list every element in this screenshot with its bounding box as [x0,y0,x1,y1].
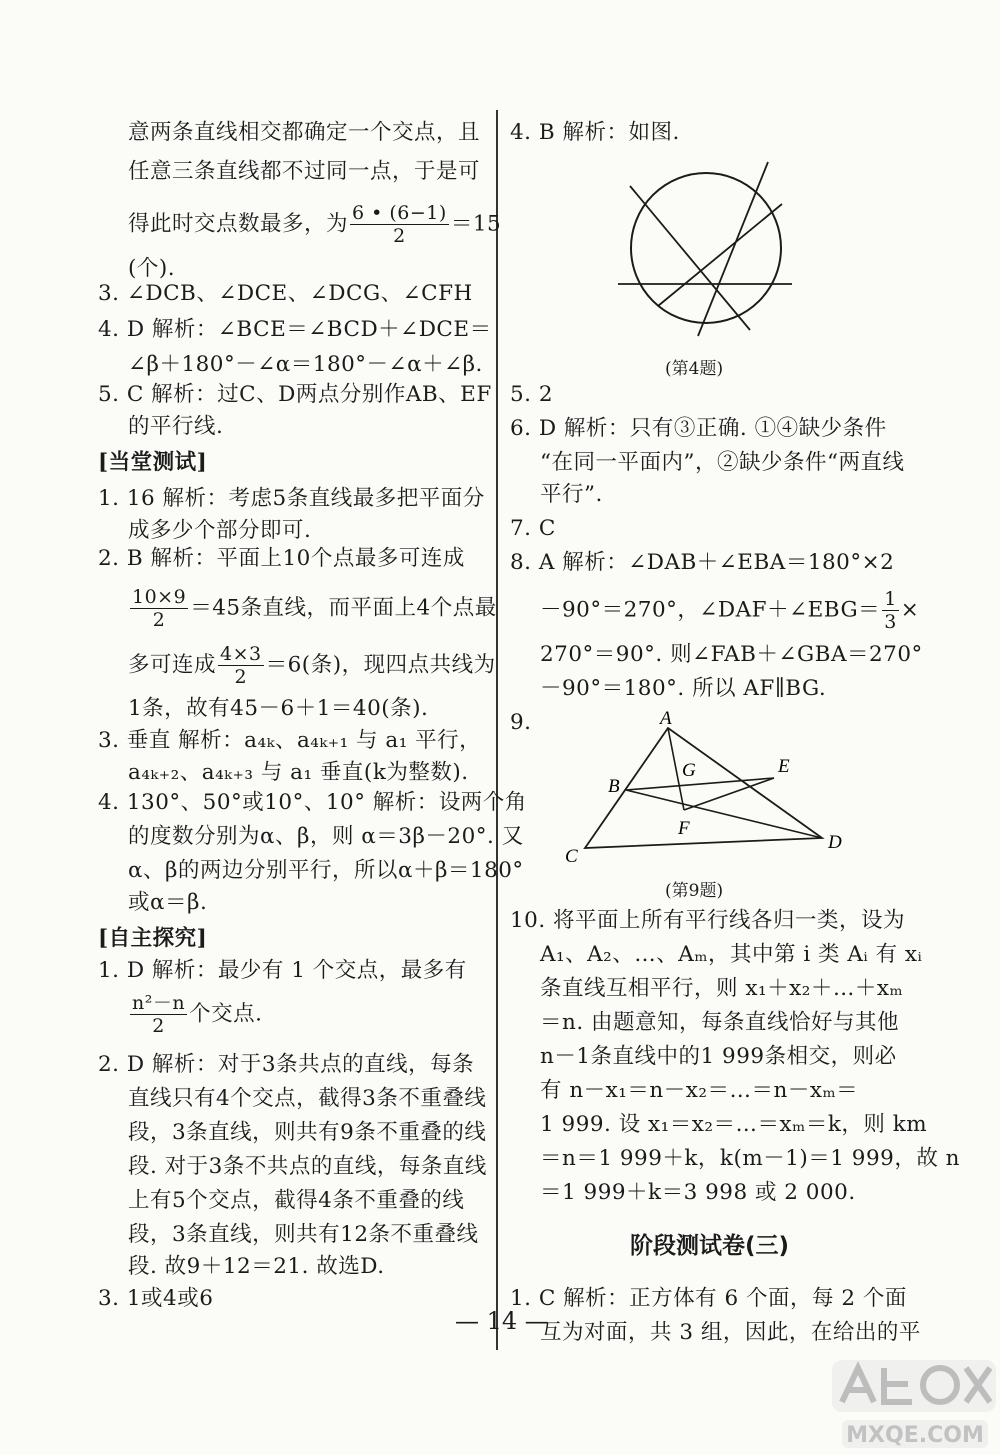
text-line [540,588,919,632]
fraction [218,643,264,688]
text-line [128,643,496,687]
text-span: 个交点. [189,1001,263,1027]
text-span: × [900,597,920,623]
fraction-denominator: 2 [234,666,248,688]
fraction-denominator: 2 [393,225,406,247]
text-line: 上有5个交点，截得4条不重叠的线 [128,1188,465,1213]
svg-text:MXQE.COM: MXQE.COM [846,1423,984,1448]
text-line: “在同一平面内”，②缺少条件“两直线 [540,450,905,475]
text-line: 1 999. 设 x₁＝x₂＝…＝xₘ＝k，则 km [540,1112,928,1137]
text-line: 的平行线. [128,414,224,439]
answer-line: 3. 垂直 解析：a₄ₖ、a₄ₖ₊₁ 与 a₁ 平行， [98,728,482,753]
text-line: A₁、A₂、…、Aₘ，其中第 i 类 Aᵢ 有 xᵢ [540,942,923,967]
section-title: 阶段测试卷(三) [630,1233,790,1259]
answer-line: 1. 16 解析：考虑5条直线最多把平面分 [98,486,485,511]
answer-line: 5. 2 [510,382,554,407]
text-line: 条直线互相平行，则 x₁＋x₂＋…＋xₘ [540,976,904,1001]
fraction-denominator: 3 [884,611,897,633]
page-number: — 14 — [455,1307,549,1335]
text-line: 段. 故9＋12＝21. 故选D. [128,1254,385,1279]
triangle-diagram [550,710,860,870]
answer-line: 9. [510,710,532,735]
text-line [128,202,501,246]
text-line: 直线只有4个交点，截得3条不重叠线 [128,1086,487,1111]
answer-line: 2. D 解析：对于3条共点的直线，每条 [98,1052,475,1077]
figure-caption: (第9题) [665,881,724,901]
text-span: ＝6(条)，现四点共线为 [265,652,496,678]
text-line: 或α＝β. [128,890,208,915]
answer-line: 6. D 解析：只有③正确. ①④缺少条件 [510,416,887,441]
fraction-denominator: 2 [152,609,166,631]
figure-caption: (第4题) [665,359,724,379]
text-line: ＝1 999＋k＝3 998 或 2 000. [540,1180,856,1205]
circle-lines-diagram [610,158,810,368]
text-line: α、β的两边分别平行，所以α＋β＝180° [128,858,524,883]
label-C: C [565,846,578,867]
label-G: G [682,760,696,781]
text-line [128,992,262,1036]
answer-line: 4. D 解析：∠BCE＝∠BCD＋∠DCE＝ [98,317,492,342]
text-line: 有 n－x₁＝n－x₂＝…＝n－xₘ＝ [540,1078,859,1103]
section-heading: [自主探究] [98,926,208,951]
text-line: ＝n＝1 999＋k，k(m－1)＝1 999，故 n [540,1146,961,1171]
answer-line: 3. 1或4或6 [98,1286,214,1311]
text-line [128,586,497,630]
fraction [882,588,899,633]
text-line: (个). [128,256,176,281]
text-line: 1条，故有45－6＋1＝40(条). [128,696,429,721]
answer-line: 3. ∠DCB、∠DCE、∠DCG、∠CFH [98,281,473,306]
fraction-numerator: 10×9 [132,586,187,608]
text-line: 意两条直线相交都确定一个交点，且 [128,120,481,145]
label-B: B [608,776,620,797]
text-line: 的度数分别为α、β，则 α＝3β－20°. 又 [128,824,524,849]
text-line: 段，3条直线，则共有12条不重叠线 [128,1222,479,1247]
answer-line: 1. D 解析：最少有 1 个交点，最多有 [98,958,467,983]
fraction-numerator: n²－n [132,992,186,1014]
fraction-denominator: 2 [152,1015,165,1037]
fraction [130,586,188,631]
answer-line: 2. B 解析：平面上10个点最多可连成 [98,546,465,571]
text-line: ∠β＋180°－∠α＝180°－∠α＋∠β. [128,352,483,377]
text-line: 270°＝90°. 则∠FAB＋∠GBA＝270° [540,642,923,667]
watermark-logo-icon [828,1356,1000,1455]
text-span: ＝45条直线，而平面上4个点最 [190,595,497,621]
section-heading: [当堂测试] [98,450,208,475]
fraction-numerator: 1 [884,588,897,610]
text-span: 得此时交点数最多，为 [128,211,349,237]
text-line: 成多少个部分即可. [128,518,312,543]
text-span: －90°＝270°，∠DAF＋∠EBG＝ [540,597,881,623]
answer-line: 4. 130°、50°或10°、10° 解析：设两个角 [98,790,527,815]
fraction [350,202,449,247]
text-line: ＝n. 由题意知，每条直线恰好与其他 [540,1010,900,1035]
text-line: a₄ₖ₊₂、a₄ₖ₊₃ 与 a₁ 垂直(k为整数). [128,760,469,785]
text-span: ＝15 [450,211,502,237]
text-line: 任意三条直线都不过同一点，于是可 [128,159,481,184]
fraction [130,992,187,1037]
fraction-numerator: 6 • (6−1) [352,202,447,224]
text-span: 多可连成 [128,652,217,678]
text-line: 段，3条直线，则共有9条不重叠的线 [128,1120,487,1145]
answer-line: 4. B 解析：如图. [510,120,680,145]
fraction-numerator: 4×3 [220,643,262,665]
column-divider [496,110,498,1350]
label-D: D [828,832,842,853]
text-line: n－1条直线中的1 999条相交，则必 [540,1044,897,1069]
label-F: F [678,818,690,839]
answer-line: 8. A 解析：∠DAB＋∠EBA＝180°×2 [510,550,895,575]
text-line: 互为对面，共 3 组，因此，在给出的平 [540,1320,921,1345]
text-line: －90°＝180°. 所以 AF∥BG. [540,676,827,701]
answer-line: 1. C 解析：正方体有 6 个面，每 2 个面 [510,1286,907,1311]
text-line: 段. 对于3条不共点的直线，每条直线 [128,1154,487,1179]
text-line: 平行”. [540,482,603,507]
label-E: E [778,756,790,777]
answer-line: 10. 将平面上所有平行线各归一类，设为 [510,908,906,933]
label-A: A [660,710,672,729]
answer-line: 7. C [510,516,556,541]
answer-line: 5. C 解析：过C、D两点分别作AB、EF [98,382,492,407]
